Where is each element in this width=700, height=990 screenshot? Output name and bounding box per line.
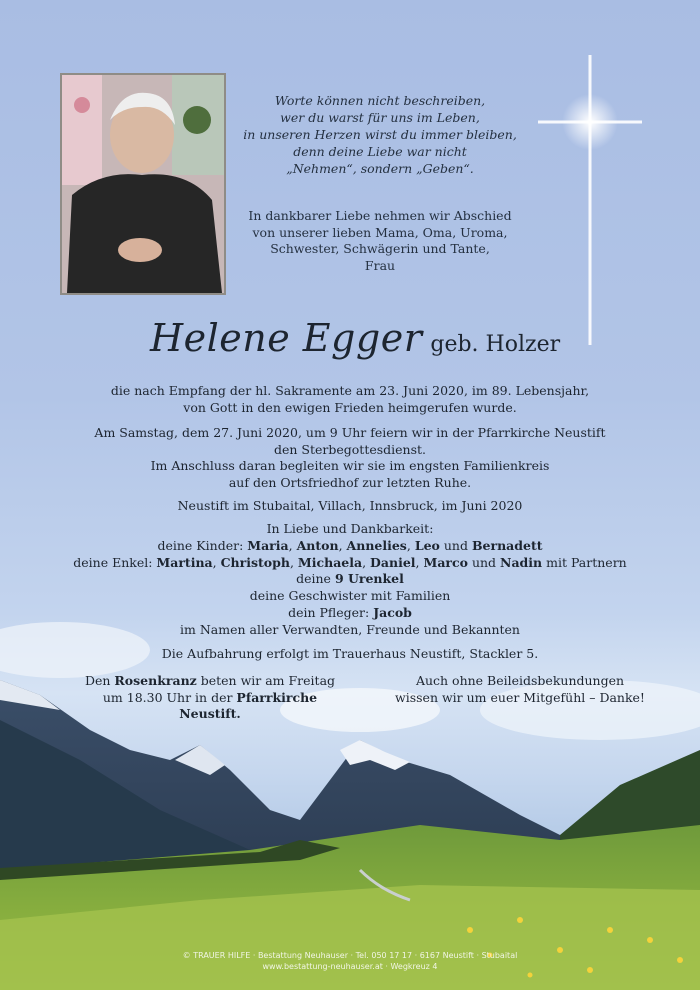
footer-line: www.bestattung-neuhauser.at · Wegkreuz 4 (262, 962, 438, 971)
intro-line: In dankbarer Liebe nehmen wir Abschied (248, 208, 512, 223)
deceased-name (150, 316, 570, 366)
grandchild-name: Michaela (297, 554, 363, 570)
thanks-line: Auch ohne Beileidsbekundungen (415, 673, 625, 688)
grandchild-name: Daniel (370, 554, 416, 570)
poem (240, 92, 520, 177)
star-cross-icon (530, 55, 650, 345)
death-line: von Gott in den ewigen Frieden heimgerufen wurde. (183, 399, 517, 415)
name-birth: geb. Holzer (430, 332, 561, 357)
place-date: Neustift im Stubaital, Villach, Innsbruck, im Juni 2020 (177, 498, 523, 513)
footer-line: © TRAUER HILFE · Bestattung Neuhauser · Tel. 050 17 17 · 6167 Neustift · Stubaital (182, 951, 518, 960)
child-name: Bernadett (471, 537, 543, 553)
poem-line: Worte können nicht beschreiben, (274, 93, 486, 108)
service-notice (80, 425, 620, 491)
grandchildren-line: deine Enkel: Martina, Christoph, Michaela, Daniel, Marco und Nadin mit Partnern (73, 554, 627, 570)
poem-line: in unseren Herzen wirst du immer bleiben, (243, 127, 517, 142)
death-notice (80, 383, 620, 416)
service-line: Im Anschluss daran begleiten wir sie im engsten Familienkreis (150, 458, 550, 473)
portrait-photo (60, 73, 226, 295)
death-line: die nach Empfang der hl. Sakramente am 23. Juni 2020, im 89. Lebensjahr, (110, 383, 590, 398)
rosary-notice: Den Rosenkranz beten wir am Freitag um 18.30 Uhr in der Pfarrkirche Neustift. (84, 673, 336, 721)
relatives-line: im Namen aller Verwandten, Freunde und Bekannten (180, 621, 520, 637)
great-grandchildren-line: deine 9 Urenkel (296, 571, 404, 587)
thanks-line: wissen wir um euer Mitgefühl – Danke! (395, 689, 645, 705)
thanks-notice (390, 673, 650, 706)
grandchild-name: Marco (423, 554, 468, 570)
intro-line: von unserer lieben Mama, Oma, Uroma, (252, 224, 508, 240)
poem-line: „Nehmen“, sondern „Geben“. (286, 161, 474, 176)
funeral-home-footer (150, 950, 550, 972)
poem-line: denn deine Liebe war nicht (293, 144, 467, 159)
family-list (60, 521, 640, 639)
child-name: Annelies (346, 537, 407, 553)
grandchild-name: Martina (156, 554, 213, 570)
child-name: Leo (414, 537, 440, 553)
child-name: Anton (296, 537, 339, 553)
children-line: deine Kinder: Maria, Anton, Annelies, Leo und Bernadett (157, 537, 543, 553)
child-name: Maria (247, 537, 289, 553)
grandchild-name: Nadin (500, 554, 543, 570)
siblings-line: deine Geschwister mit Familien (249, 588, 451, 604)
family-intro: In Liebe und Dankbarkeit: (266, 521, 434, 536)
service-line: Am Samstag, dem 27. Juni 2020, um 9 Uhr feiern wir in der Pfarrkirche Neustift (94, 425, 606, 440)
poem-line: wer du warst für uns im Leben, (280, 110, 480, 125)
name-full: Helene Egger (150, 316, 423, 360)
carer-line: dein Pfleger: Jacob (288, 604, 412, 620)
service-line: den Sterbegottesdienst. (273, 441, 427, 457)
intro-line: Schwester, Schwägerin und Tante, (270, 241, 490, 256)
service-line: auf den Ortsfriedhof zur letzten Ruhe. (228, 474, 472, 490)
grandchild-name: Christoph (220, 554, 290, 570)
portrait-illustration (62, 75, 224, 293)
wake-notice: Die Aufbahrung erfolgt im Trauerhaus Neustift, Stackler 5. (161, 646, 539, 661)
intro-line: Frau (364, 257, 396, 273)
farewell-intro (240, 208, 520, 274)
